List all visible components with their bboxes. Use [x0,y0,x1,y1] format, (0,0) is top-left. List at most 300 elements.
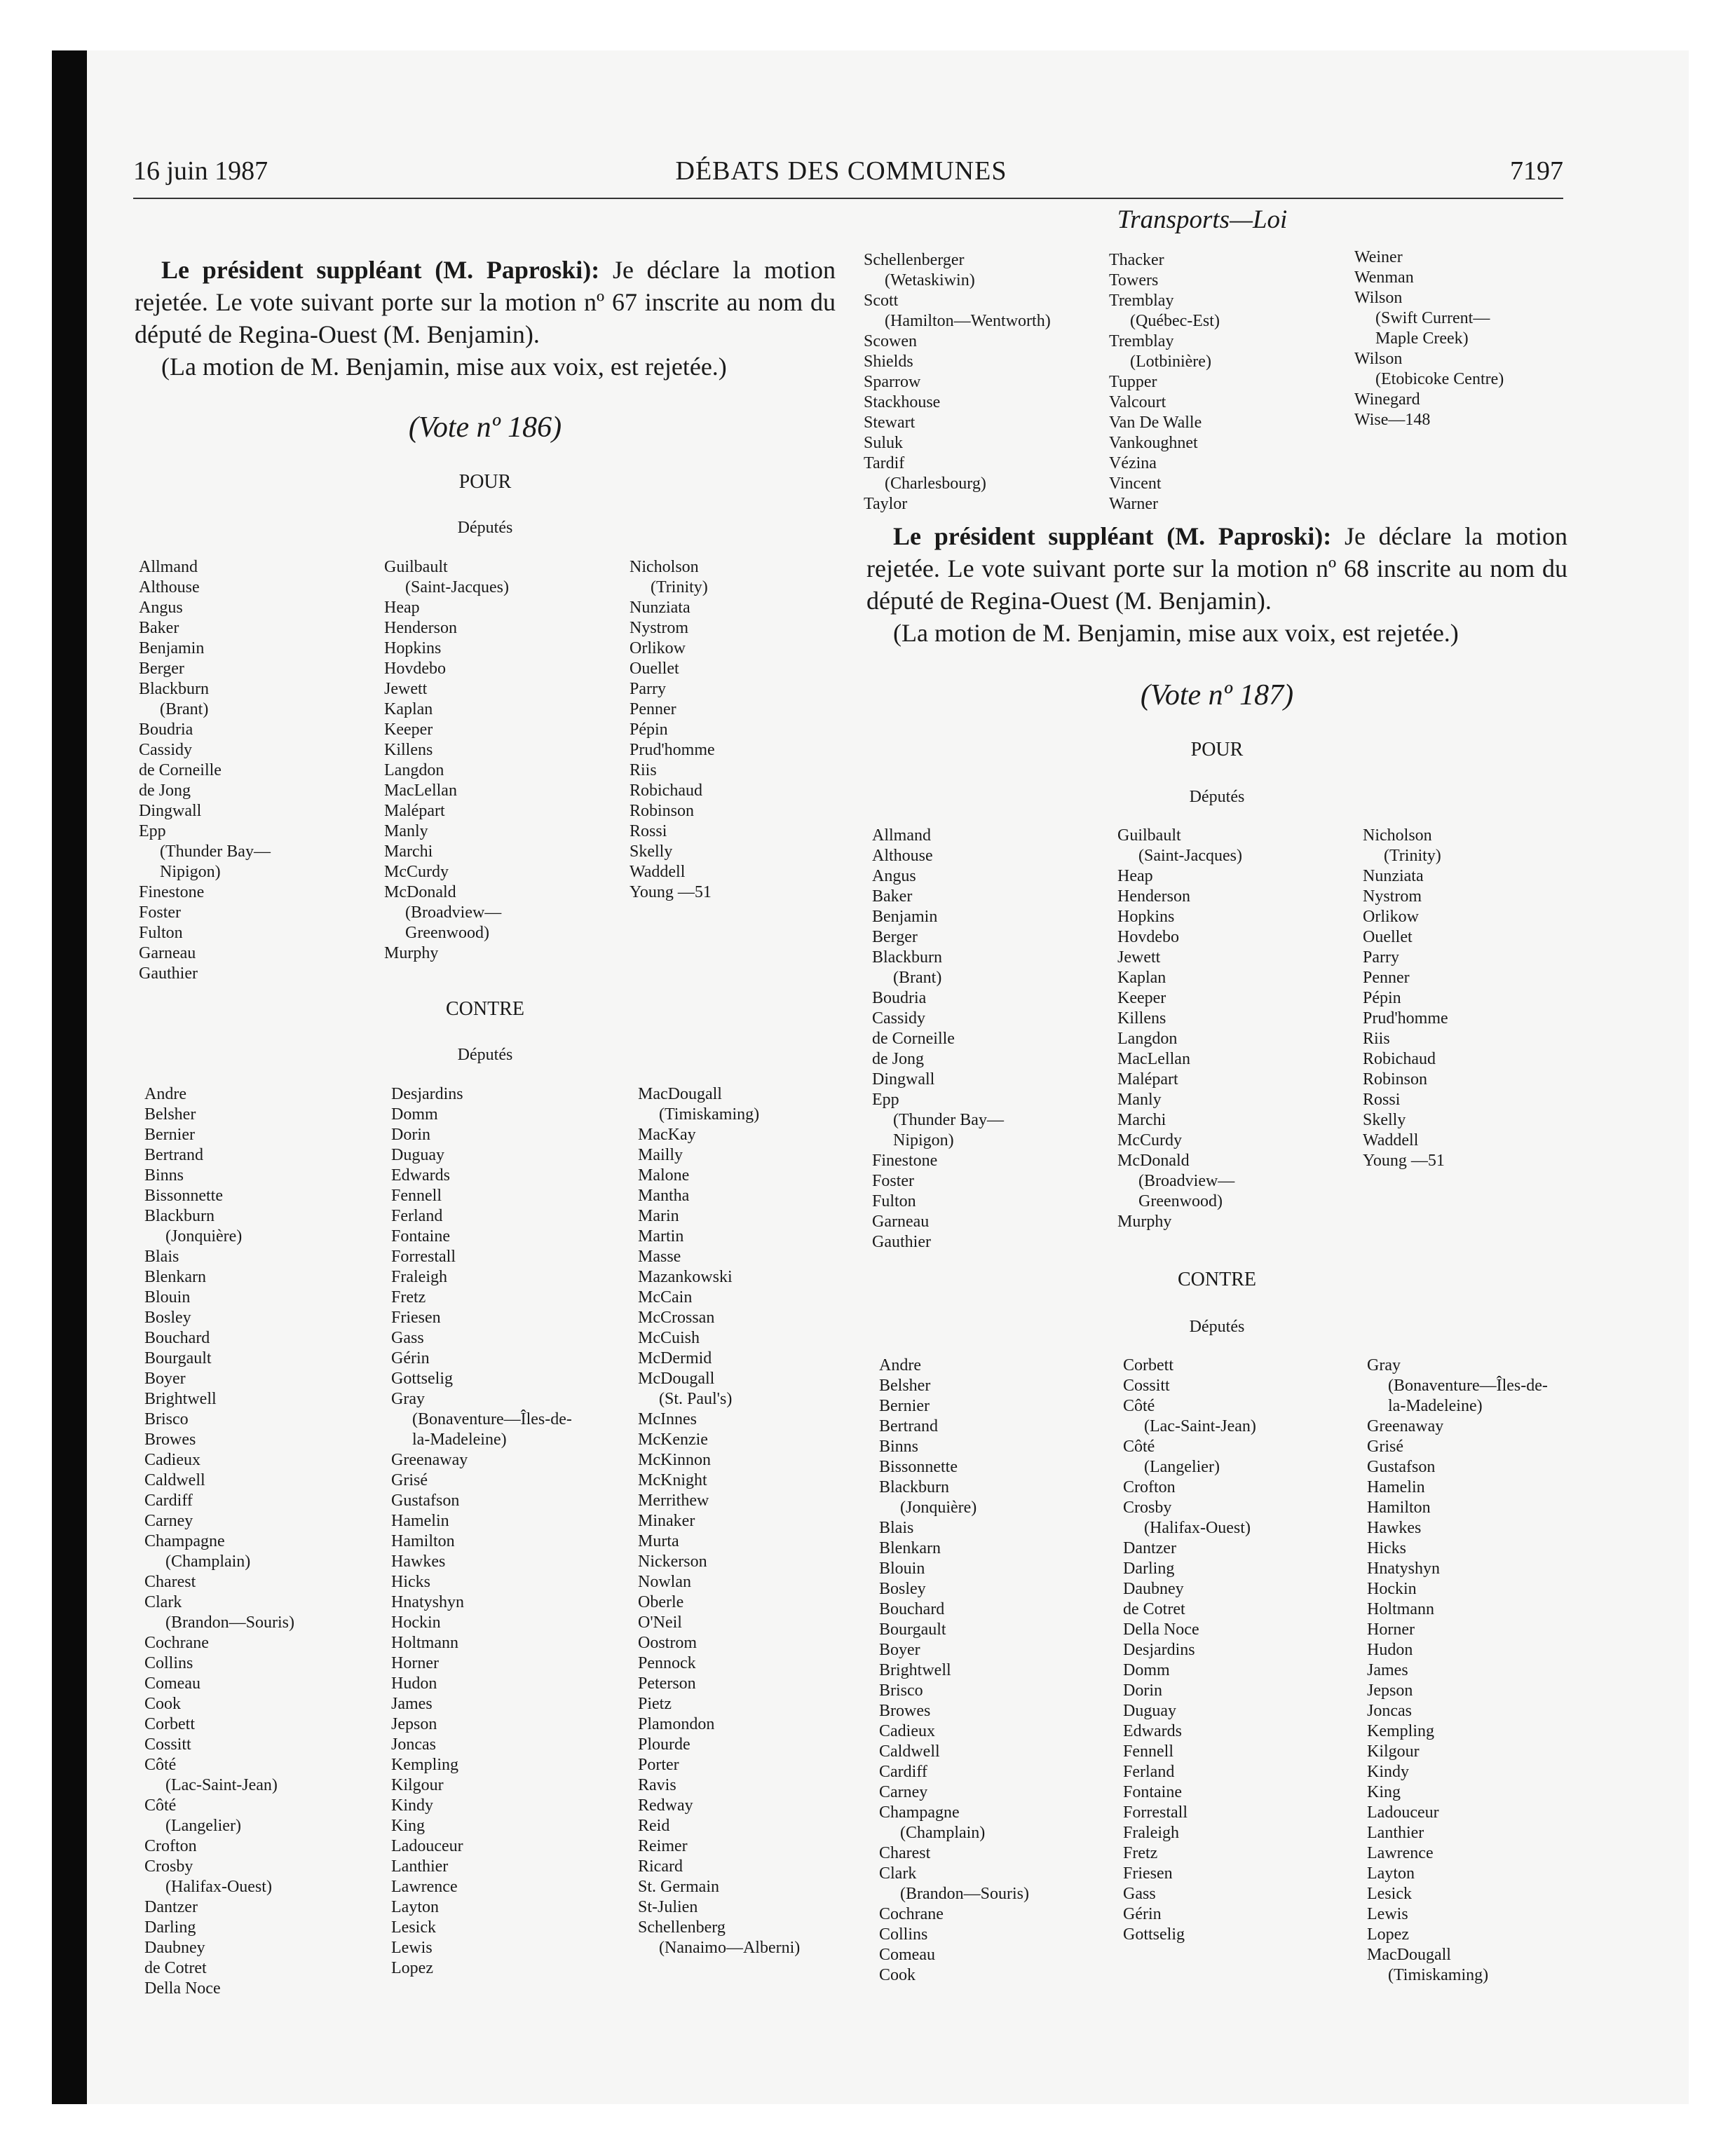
riding-line: (Champlain) [900,1824,986,1842]
member-name: Grisé [391,1471,428,1489]
member-name: Finestone [872,1152,938,1170]
member-name: Forrestall [391,1248,456,1266]
member-name: Holtmann [1367,1600,1434,1618]
member-name: Duguay [1123,1702,1176,1720]
member-name: Gustafson [1367,1458,1436,1476]
member-name: Foster [139,903,181,922]
riding-line: (Thunder Bay— [893,1111,1004,1129]
member-name: Marchi [384,842,433,861]
member-name: Jepson [1367,1681,1413,1700]
member-name: Blackburn [144,1207,215,1225]
member-name: Holtmann [391,1634,458,1652]
member-name: Oberle [638,1593,684,1611]
vote-186-pour-col-2 [384,557,509,964]
riding-line: (Halifax-Ouest) [165,1878,272,1896]
member-name: Bissonnette [879,1458,958,1476]
member-name: Riis [630,761,657,779]
journal-title: DÉBATS DES COMMUNES [675,156,1007,186]
member-name: Bernier [879,1397,930,1415]
member-name: McCuish [638,1329,700,1347]
vote-187-pour-deputes-label: Députés [1189,788,1245,806]
member-name: Pietz [638,1695,672,1713]
member-name: Reimer [638,1837,688,1855]
speaker-paragraph-2 [866,520,1567,649]
riding-line: (Halifax-Ouest) [1144,1519,1251,1537]
member-name: Hnatyshyn [391,1593,464,1611]
member-name: Lanthier [1367,1824,1424,1842]
riding-line: (Saint-Jacques) [1138,847,1242,865]
riding-line: (Broadview— [1138,1172,1235,1190]
member-name: Fennell [391,1187,442,1205]
member-name: Weiner [1354,248,1403,266]
member-name: Rossi [1363,1091,1401,1109]
member-name: Hovdebo [384,660,446,678]
member-name: Champagne [144,1532,225,1550]
member-name: Blenkarn [879,1539,941,1557]
member-name: Gottselig [391,1370,453,1388]
member-name: Fontaine [391,1227,450,1246]
member-name: Nipigon) [160,863,221,881]
member-name: Suluk [864,434,904,452]
member-name: Nickerson [638,1553,707,1571]
member-name: Kaplan [1117,969,1166,987]
header-rule [133,198,1563,199]
member-name: Boudria [139,721,193,739]
member-name: Lesick [391,1918,436,1937]
member-name: Gauthier [872,1233,931,1251]
member-name: King [391,1817,425,1835]
member-name: Hnatyshyn [1367,1560,1440,1578]
member-name: James [391,1695,433,1713]
member-name: Andre [879,1356,921,1374]
member-name: Hicks [391,1573,430,1591]
member-name: Waddell [1363,1131,1419,1149]
member-name: Peterson [638,1674,696,1693]
riding-line: (Bonaventure—Îles-de- [1388,1377,1548,1395]
member-name: Lesick [1367,1885,1412,1903]
member-name: Belsher [879,1377,931,1395]
riding-line: (Trinity) [1384,847,1441,865]
member-name: McCurdy [1117,1131,1182,1149]
member-name: Blais [879,1519,914,1537]
member-name: Young —51 [1363,1152,1445,1170]
member-name: Fennell [1123,1742,1173,1761]
member-name: Carney [144,1512,193,1530]
member-name: Corbett [144,1715,195,1733]
member-name: Allmand [139,558,198,576]
member-name: Manly [1117,1091,1162,1109]
member-name: Blackburn [879,1478,949,1496]
riding-line: (Lac-Saint-Jean) [1144,1417,1256,1435]
member-name: Côté [1123,1438,1155,1456]
member-name: Merrithew [638,1492,709,1510]
member-name: Redway [638,1796,693,1815]
riding-line: (Swift Current— [1375,309,1490,327]
member-name: Nipigon) [893,1131,954,1149]
member-name: Garneau [872,1213,930,1231]
member-name: Friesen [391,1309,441,1327]
member-name: Bertrand [144,1146,203,1164]
member-name: Orlikow [1363,908,1419,926]
vote-187-contre-label: CONTRE [1178,1269,1256,1290]
member-name: Pépin [1363,989,1401,1007]
member-name: Ferland [1123,1763,1175,1781]
member-name: Lawrence [391,1878,458,1896]
member-name: Baker [139,619,179,637]
member-name: Berger [139,660,184,678]
member-name: Vincent [1109,475,1162,493]
member-name: Nunziata [630,599,690,617]
riding-line: (Jonquière) [165,1227,243,1246]
member-name: Hopkins [1117,908,1175,926]
member-name: Ravis [638,1776,676,1794]
member-name: Horner [391,1654,439,1672]
member-name: Layton [1367,1864,1415,1883]
riding-line: (Champlain) [165,1553,251,1571]
member-name: McCrossan [638,1309,715,1327]
member-name: Clark [144,1593,182,1611]
member-name: Thacker [1109,251,1164,269]
riding-line: la-Madeleine) [1388,1397,1483,1415]
member-name: St. Germain [638,1878,719,1896]
member-name: Crosby [1123,1499,1172,1517]
member-name: Comeau [879,1946,935,1964]
member-name: Hopkins [384,639,442,657]
riding-line: (Lac-Saint-Jean) [165,1776,278,1794]
member-name: Blais [144,1248,179,1266]
member-name: Dingwall [139,802,202,820]
member-name: Cook [879,1966,916,1984]
member-name: Nicholson [1363,826,1432,845]
member-name: Allmand [872,826,931,845]
member-name: Pépin [630,721,668,739]
member-name: Bosley [144,1309,191,1327]
member-name: Hawkes [1367,1519,1422,1537]
member-name: Martin [638,1227,684,1246]
member-name: Caldwell [144,1471,205,1489]
member-name: Daubney [1123,1580,1184,1598]
member-name: Edwards [1123,1722,1182,1740]
member-name: Lewis [1367,1905,1408,1923]
member-name: Jepson [391,1715,437,1733]
member-name: Greenwood) [405,924,489,942]
member-name: Finestone [139,883,205,901]
riding-line: (Timiskaming) [659,1105,760,1124]
member-name: Mantha [638,1187,690,1205]
member-name: Tremblay [1109,332,1174,350]
member-name: Darling [144,1918,196,1937]
member-name: Layton [391,1898,439,1916]
member-name: Brisco [144,1410,189,1428]
member-name: Jewett [384,680,428,698]
member-name: Cochrane [144,1634,209,1652]
member-name: Scott [864,292,899,310]
member-name: McDonald [384,883,456,901]
member-name: Cook [144,1695,182,1713]
member-name: Riis [1363,1030,1390,1048]
member-name: Killens [384,741,433,759]
member-name: Collins [144,1654,193,1672]
member-name: Bourgault [879,1621,946,1639]
vote-187-contre-deputes-label: Députés [1189,1318,1245,1336]
member-name: Gass [1123,1885,1156,1903]
vote-186-contre-deputes-label: Députés [457,1046,513,1064]
member-name: Heap [1117,867,1153,885]
member-name: Andre [144,1085,186,1103]
member-name: Cochrane [879,1905,944,1923]
member-name: Bertrand [879,1417,938,1435]
statement-text: Je déclare la motion rejetée. Le vote suivant porte sur la motion nº 68 inscrite au nom du député de Regina-Ouest (M. Benjamin). [866,522,1567,615]
vote-186-contre-cont-col-3 [1354,247,1504,430]
member-name: Blackburn [872,948,942,967]
member-name: Skelly [1363,1111,1406,1129]
member-name: Winegard [1354,390,1420,409]
member-name: de Cotret [1123,1600,1185,1618]
member-name: Plourde [638,1735,690,1754]
member-name: Bourgault [144,1349,212,1367]
riding-line: (Hamilton—Wentworth) [885,312,1051,330]
riding-line: (Saint-Jacques) [405,578,509,596]
result-text: (La motion de M. Benjamin, mise aux voix, est rejetée.) [161,353,727,381]
member-name: Nicholson [630,558,699,576]
member-name: Wilson [1354,350,1403,368]
member-name: de Jong [872,1050,924,1068]
member-name: Towers [1109,271,1159,289]
member-name: Marin [638,1207,679,1225]
vote-187-pour-label: POUR [1190,739,1244,760]
member-name: Robichaud [1363,1050,1436,1068]
member-name: Garneau [139,944,196,962]
member-name: King [1367,1783,1401,1801]
member-name: Gérin [391,1349,430,1367]
member-name: O'Neil [638,1613,682,1632]
vote-186-contre-label: CONTRE [446,998,524,1020]
member-name: Guilbault [384,558,448,576]
member-name: Young —51 [630,883,712,901]
member-name: Fulton [872,1192,916,1210]
member-name: Angus [872,867,916,885]
member-name: Champagne [879,1803,960,1822]
member-name: Althouse [139,578,200,596]
member-name: Penner [630,700,676,718]
speaker-name: Le président suppléant (M. Paproski): [893,522,1332,550]
member-name: Côté [144,1756,177,1774]
member-name: Malone [638,1166,690,1185]
member-name: Gottselig [1123,1925,1185,1944]
vote-186-title: (Vote nº 186) [408,411,562,444]
riding-line: la-Madeleine) [412,1431,507,1449]
member-name: Boyer [879,1641,920,1659]
member-name: Dantzer [1123,1539,1176,1557]
vote-186-contre-col-3 [638,1084,800,1958]
member-name: Cardiff [144,1492,193,1510]
member-name: Prud'homme [630,741,715,759]
member-name: Bosley [879,1580,926,1598]
member-name: Fraleigh [1123,1824,1179,1842]
member-name: Hamelin [1367,1478,1425,1496]
member-name: Epp [872,1091,899,1109]
member-name: Blackburn [139,680,209,698]
member-name: MacLellan [384,782,457,800]
member-name: Gray [391,1390,425,1408]
member-name: Boudria [872,989,927,1007]
member-name: Vankoughnet [1109,434,1198,452]
member-name: Marchi [1117,1111,1166,1129]
result-text: (La motion de M. Benjamin, mise aux voix, est rejetée.) [893,619,1459,647]
statement-text: Je déclare la motion rejetée. Le vote suivant porte sur la motion nº 67 inscrite au nom du député de Regina-Ouest (M. Benjamin). [135,256,836,348]
riding-line: (Brant) [160,700,209,718]
riding-line: (Langelier) [1144,1458,1220,1476]
member-name: Charest [144,1573,196,1591]
member-name: McInnes [638,1410,697,1428]
member-name: Crosby [144,1857,193,1876]
member-name: Waddell [630,863,686,881]
member-name: Henderson [384,619,457,637]
member-name: Scowen [864,332,917,350]
member-name: Friesen [1123,1864,1173,1883]
member-name: Mazankowski [638,1268,733,1286]
member-name: Shields [864,353,913,371]
member-name: McDermid [638,1349,712,1367]
member-name: de Corneille [872,1030,955,1048]
riding-line: (Broadview— [405,903,502,922]
vote-186-pour-label: POUR [458,471,512,493]
member-name: MacDougall [638,1085,722,1103]
member-name: Desjardins [1123,1641,1195,1659]
member-name: Jewett [1117,948,1161,967]
member-name: Lewis [391,1939,433,1957]
member-name: Hudon [391,1674,437,1693]
member-name: Reid [638,1817,670,1835]
member-name: Nystrom [630,619,688,637]
member-name: Greenaway [1367,1417,1444,1435]
member-name: Grisé [1367,1438,1403,1456]
riding-line: (Timiskaming) [1388,1966,1489,1984]
member-name: Murta [638,1532,679,1550]
member-name: Carney [879,1783,928,1801]
riding-line: (Charlesbourg) [885,475,986,493]
vote-187-pour-col-3 [1363,826,1448,1171]
vote-187-title: (Vote nº 187) [1140,679,1294,711]
member-name: McCurdy [384,863,449,881]
member-name: Binns [879,1438,919,1456]
member-name: Fraleigh [391,1268,447,1286]
member-name: Tremblay [1109,292,1174,310]
member-name: McDonald [1117,1152,1190,1170]
member-name: Wise—148 [1354,411,1431,429]
member-name: Gérin [1123,1905,1162,1923]
member-name: Charest [879,1844,931,1862]
member-name: Brisco [879,1681,923,1700]
member-name: Cossitt [1123,1377,1170,1395]
vote-186-pour-deputes-label: Députés [457,519,513,537]
member-name: Dingwall [872,1070,935,1089]
member-name: Della Noce [144,1979,221,1998]
member-name: Gustafson [391,1492,460,1510]
member-name: Hamelin [391,1512,449,1530]
member-name: Prud'homme [1363,1009,1448,1028]
member-name: Belsher [144,1105,196,1124]
riding-line: (Etobicoke Centre) [1375,370,1504,388]
member-name: Langdon [384,761,444,779]
riding-line: (Lotbinière) [1130,353,1211,371]
member-name: Maple Creek) [1375,329,1469,348]
member-name: Nowlan [638,1573,691,1591]
member-name: Bernier [144,1126,195,1144]
member-name: Brightwell [144,1390,217,1408]
member-name: Horner [1367,1621,1415,1639]
speaker-name: Le président suppléant (M. Paproski): [161,256,600,284]
member-name: Benjamin [872,908,938,926]
member-name: Plamondon [638,1715,715,1733]
member-name: Heap [384,599,420,617]
member-name: Dorin [1123,1681,1162,1700]
member-name: Blouin [144,1288,191,1306]
member-name: Ladouceur [1367,1803,1439,1822]
member-name: Fretz [391,1288,426,1306]
vote-186-pour-col-1 [139,557,271,984]
vote-187-contre-col-1 [879,1356,1029,1986]
riding-line: (Bonaventure—Îles-de- [412,1410,572,1428]
riding-line: (Nanaimo—Alberni) [659,1939,801,1957]
member-name: Hawkes [391,1553,446,1571]
member-name: Bouchard [879,1600,945,1618]
member-name: Domm [1123,1661,1170,1679]
member-name: Mailly [638,1146,683,1164]
member-name: Crofton [1123,1478,1176,1496]
riding-line: (Jonquière) [900,1499,977,1517]
member-name: Stewart [864,414,916,432]
vote-186-contre-col-1 [144,1084,294,1999]
member-name: Rossi [630,822,667,840]
member-name: Keeper [1117,989,1166,1007]
member-name: Skelly [630,842,673,861]
page-date: 16 juin 1987 [133,156,268,186]
member-name: Nunziata [1363,867,1424,885]
member-name: Penner [1363,969,1410,987]
member-name: Schellenberg [638,1918,726,1937]
member-name: McKenzie [638,1431,708,1449]
member-name: St-Julien [638,1898,698,1916]
member-name: Nystrom [1363,887,1422,906]
riding-line: (Trinity) [651,578,708,596]
riding-line: (St. Paul's) [659,1390,733,1408]
member-name: MacLellan [1117,1050,1190,1068]
member-name: Guilbault [1117,826,1181,845]
member-name: Duguay [391,1146,444,1164]
member-name: Ladouceur [391,1837,463,1855]
member-name: de Jong [139,782,191,800]
member-name: Daubney [144,1939,205,1957]
scan-edge [52,50,87,2104]
vote-186-contre-cont-col-1 [864,250,1051,514]
member-name: Van De Walle [1109,414,1202,432]
vote-187-pour-col-2 [1117,826,1242,1232]
vote-186-contre-cont-col-2 [1109,250,1220,514]
member-name: Ricard [638,1857,683,1876]
member-name: Warner [1109,495,1159,513]
member-name: Parry [630,680,666,698]
member-name: Kindy [391,1796,433,1815]
vote-187-pour-col-1 [872,826,1004,1253]
member-name: Ouellet [1363,928,1413,946]
member-name: Foster [872,1172,914,1190]
member-name: Clark [879,1864,917,1883]
member-name: Cadieux [144,1451,200,1469]
member-name: Comeau [144,1674,200,1693]
member-name: Desjardins [391,1085,463,1103]
member-name: Kempling [391,1756,458,1774]
